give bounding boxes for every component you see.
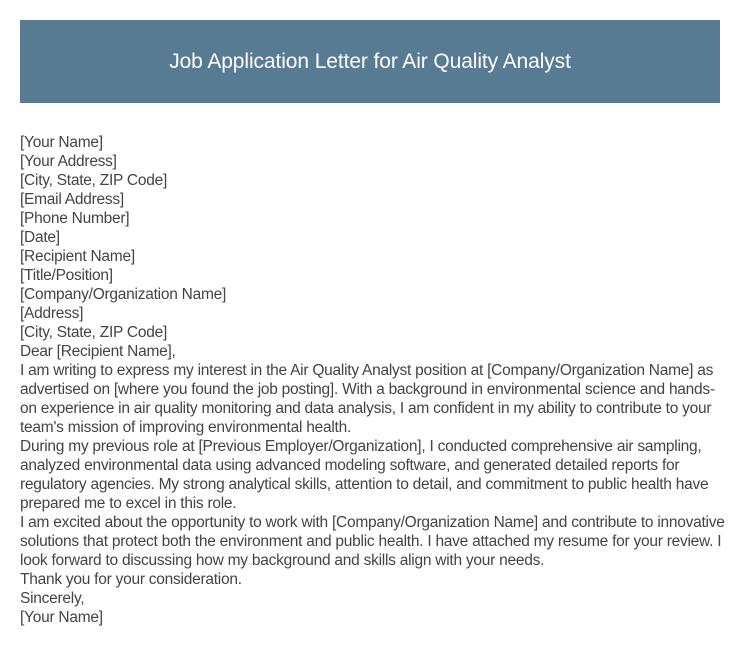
letter-body [20, 133, 725, 627]
signature: [Your Name] [20, 609, 103, 626]
sender-name: [Your Name] [20, 134, 103, 151]
recipient-company: [Company/Organization Name] [20, 286, 227, 303]
sender-address: [Your Address] [20, 153, 117, 170]
closing-line: Sincerely, [20, 590, 85, 607]
thanks-line: Thank you for your consideration. [20, 571, 242, 588]
sender-phone: [Phone Number] [20, 210, 130, 227]
salutation: Dear [Recipient Name], [20, 343, 176, 360]
title-banner [20, 20, 720, 103]
paragraph-experience: During my previous role at [Previous Employer/Organization], I conducted comprehensive air sampling, analyzed environmental data using advanced modeling software, and generated detailed reports for regulatory agencies. My strong analytical skills, attention to detail, and commitment to public health have prepared me to excel in this role. [20, 438, 709, 512]
sender-email: [Email Address] [20, 191, 124, 208]
sender-city-state-zip: [City, State, ZIP Code] [20, 172, 168, 189]
recipient-address: [Address] [20, 305, 84, 322]
page-title: Job Application Letter for Air Quality Analyst [169, 49, 571, 73]
recipient-title: [Title/Position] [20, 267, 113, 284]
recipient-city-state-zip: [City, State, ZIP Code] [20, 324, 168, 341]
paragraph-closing: I am excited about the opportunity to work with [Company/Organization Name] and contribute to innovative solutions that protect both the environment and public health. I have attached my resume for your review. I look forward to discussing how my background and skills align with your needs. [20, 514, 725, 569]
paragraph-intro: I am writing to express my interest in the Air Quality Analyst position at [Company/Organization Name] as advertised on [where you found the job posting]. With a background in environmental science and hands-on experience in air quality monitoring and data analysis, I am confident in my ability to contribute to your team's mission of improving environmental health. [20, 362, 715, 436]
letter-date: [Date] [20, 229, 60, 246]
recipient-name: [Recipient Name] [20, 248, 135, 265]
